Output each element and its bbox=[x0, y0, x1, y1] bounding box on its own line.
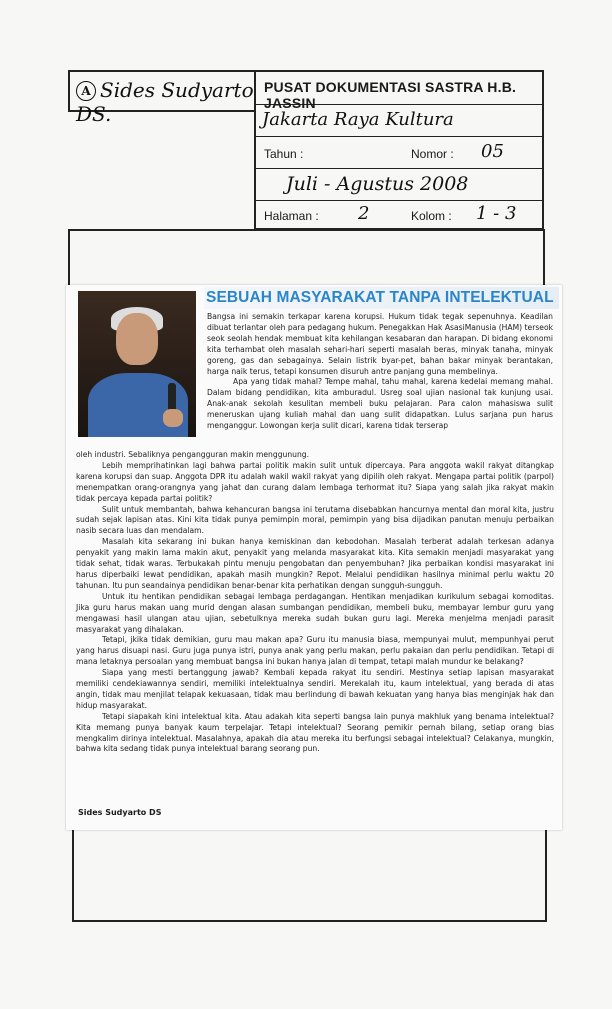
number-value: 05 bbox=[481, 141, 504, 162]
article-column-right bbox=[207, 312, 553, 432]
frame-right-upper bbox=[543, 229, 545, 287]
paragraph-full-8: Tetapi siapakah kini intelektual kita. Atau adakah kita seperti bangsa lain punya makhluk yang benama intelektual? Kita memang punya banyak kaum terpelajar. Tetapi intelektual? Seorang pemikir pernah bilang, setiap orang bias mengkalim dirinya intelektual. Masalahnya, apakah dia atau mereka itu berfungsi sebagai intelektual? Celakanya, mungkin, bahwa kita sedang tidak punya intelektual barang seorang pun. bbox=[76, 711, 554, 754]
paragraph-right-1: Bangsa ini semakin terkapar karena korupsi. Hukum tidak tegak sepenuhnya. Keadilan dibuat terlantar oleh para pedagang hukum. Penegakkan Hak AsasiManusia (HAM) terseok seok seolah hendak membuat kita kehilangan kesabaran dan harapan. Di bidang ekonomi kita terhambat oleh masalah sehari-hari seperti masalah beras, minyak tanaha, minyak goreng, gas dan sebagainya. Selain listrik byar-pet, bahan bakar minyak berantakan, harga naik terus, tetapi konsumen disuruh antre panjang guna membelinya. bbox=[207, 312, 553, 376]
author-stamp-cell bbox=[68, 70, 254, 126]
column-label: Kolom : bbox=[411, 209, 452, 223]
frame-top-line bbox=[68, 229, 544, 231]
frame-left-lower bbox=[72, 830, 74, 922]
date-handwritten: Juli - Agustus 2008 bbox=[286, 173, 469, 195]
publication-handwritten: Jakarta Raya Kultura bbox=[262, 109, 454, 130]
frame-right-lower bbox=[545, 830, 547, 922]
stamp-row-date bbox=[256, 169, 542, 201]
page-label: Halaman : bbox=[264, 209, 319, 223]
paragraph-full-3: Sulit untuk membantah, bahwa kehancuran bangsa ini terutama disebabkan hancurnya mental dan moral kita, justru sudah sejak lapisan atas. Kini kita tidak punya pemimpin moral, pemimpin yang bisa dijadikan panutan menuju perbaikan nasib secara luas dan mendalam. bbox=[76, 504, 554, 536]
year-label: Tahun : bbox=[264, 147, 304, 161]
paragraph-full-2: Lebih memprihatinkan lagi bahwa partai politik makin sulit untuk dipercaya. Para anggota wakil rakyat ditangkap karena korupsi dan suap. Anggota DPR itu adalah wakil wakil rakyat yang dipilih oleh rakyat. Mengapa partai politik (parpol) menempatkan orang-orangnya yang jahat dan curang dalam lembaga terhormat itu? Siapa yang salah jika rakyat makin tidak percaya kepada partai politik? bbox=[76, 460, 554, 503]
column-value: 1 - 3 bbox=[476, 203, 517, 224]
institution-name: PUSAT DOKUMENTASI SASTRA H.B. JASSIN bbox=[264, 79, 517, 111]
paragraph-full-1: oleh industri. Sebaliknya pengangguran makin menggunung. bbox=[76, 450, 309, 459]
portrait-photo-icon bbox=[78, 291, 196, 437]
stamp-row-page-column bbox=[256, 201, 542, 230]
stamp-row-institution bbox=[256, 72, 542, 111]
newspaper-clipping bbox=[66, 285, 562, 830]
article-body-full bbox=[76, 450, 554, 755]
paragraph-full-5: Untuk itu hentikan pendidikan sebagai lembaga perdagangan. Hentikan menjadikan kurikulum sebagai komoditas. Jika guru harus makan uang murid dengan alasan sumbangan pendidikan, membeli buku, membayar lembur guru yang mengawasi hasil ulangan atau ujian, sebetulknya mereka sudah bukan guru lagi. Mereka menjelma menjadi parasit masyarakat yang dihalakan. bbox=[76, 591, 554, 634]
number-label: Nomor : bbox=[411, 147, 454, 161]
article-title: SEBUAH MASYARAKAT TANPA INTELEKTUAL bbox=[206, 289, 554, 306]
archive-stamp bbox=[254, 70, 544, 230]
stamp-row-year-number bbox=[256, 137, 542, 169]
page-value: 2 bbox=[358, 203, 370, 224]
stamp-row-publication bbox=[256, 105, 542, 137]
circle-letter: A bbox=[76, 81, 96, 101]
paragraph-full-6: Tetapi, jkika tidak demikian, guru mau makan apa? Guru itu manusia biasa, mempunyai mulut, mempunhyai perut yang harus disuapi nasi. Guru juga punya istri, punya anak yang perlu makan, perlu pakaian dan perlu pendidikan. Tetapi di mana letaknya persoalan yang membuat bangsa ini bukan hanya jalan di tempat, tetapi malah mundur ke belakang? bbox=[76, 635, 554, 667]
paragraph-full-7: Siapa yang mesti bertanggung jawab? Kembali kepada rakyat itu sendiri. Mestinya setiap lapisan masyarakat memiliki cendekiawannya sendiri, memiliki intelektualnya sendiri. Merekalah itu, kaum intelektual, yang berada di atas angin, tidak mau menjilat telapak kekuasaan, tidak mau berlindung di bawah kekuatan yang hanya bias menginjak hak dan hidup masyarakat. bbox=[76, 668, 554, 710]
article-signature: Sides Sudyarto DS bbox=[78, 808, 162, 817]
frame-bottom-line bbox=[72, 920, 547, 922]
author-handwritten: A Sides Sudyarto DS. bbox=[76, 78, 254, 126]
paragraph-right-2: Apa yang tidak mahal? Tempe mahal, tahu mahal, karena kedelai memang mahal. Dalam bidang pendidikan, kita amburadul. Usreg soal ujian nasional tak kunjung usai. Anak-anak sekolah kesulitan membeli buku pelajaran. Para calon mahasiswa sulit meneruskan ujang kuliah mahal dan uang sulit didapatkan. Lulus sarjana pun harus menganggur. Lowongan kerja sulit dicari, karena tidak terserap bbox=[207, 377, 553, 431]
frame-left-upper bbox=[68, 229, 70, 287]
paragraph-full-4: Masalah kita sekarang ini bukan hanya kemiskinan dan kebodohan. Masalah terberat adalah terkesan adanya penyakit yang makin lama makin akut, penyakit yang melanda masyarakat kita. Kita semakin menjadi masyarakat yang tidak sehat, tidak waras. Terbukakah pintu menuju pengobatan dan penyembuhan? Jika perbaikan kondisi masyarakat ini harus diperbaiki lewat pendidikan, apakah masih mungkin? Repot. Melalui pendidikan hasilnya minimal perlu waktu 20 tahunan. Itu pun seandainya pendidikan benar-benar kita perhatikan dengan sungguh-sungguh. bbox=[76, 537, 554, 590]
